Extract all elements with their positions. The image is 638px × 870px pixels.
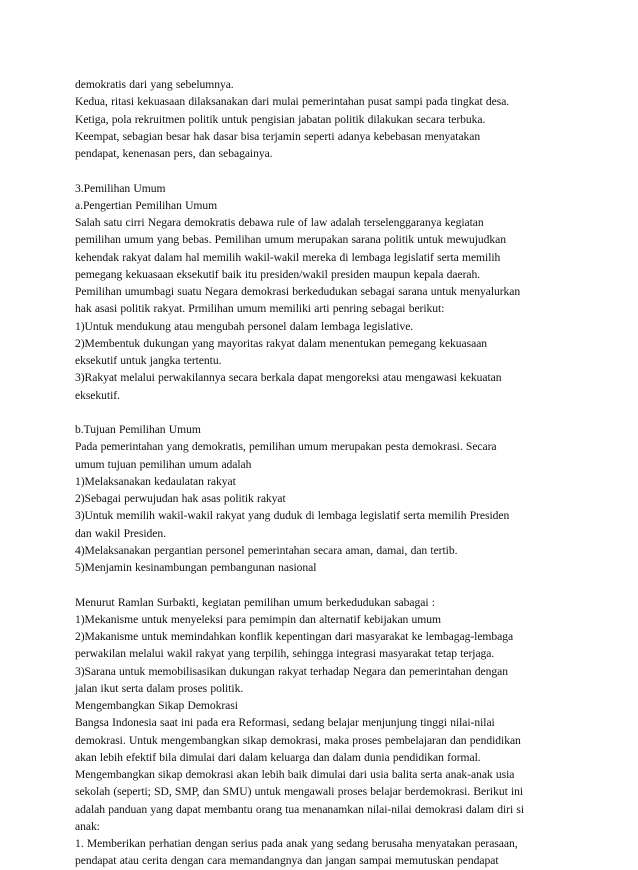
text-line: Pada pemerintahan yang demokratis, pemilihan umum merupakan pesta demokrasi. Secara [75,440,497,454]
text-line: Keempat, sebagian besar hak dasar bisa terjamin seperti adanya kebebasan menyatakan [75,129,481,143]
text-line: akan lebih efektif bila dimulai dari dalam keluarga dan dalam dunia pendidikan formal. [75,750,481,764]
paragraph-spacer [75,576,595,593]
paragraph-spacer [75,404,595,421]
text-line: perwakilan melalui wakil rakyat yang terpilih, sehingga integrasi masyarakat tetap terjaga. [75,647,495,661]
text-line: sekolah (seperti; SD, SMP, dan SMU) untuk mengawali proses belajar berdemokrasi. Berikut ini [75,785,524,799]
text-line: pendapat, kenenasan pers, dan sebagainya. [75,147,273,160]
text-line: 2)Makanisme untuk memindahkan konflik kepentingan dari masyarakat ke lembagag-lembaga [75,630,514,643]
text-line: a.Pengertian Pemilihan Umum [75,198,218,212]
paragraph-spacer [75,162,595,179]
text-line: 2)Sebagai perwujudan hak asas politik rakyat [75,492,286,505]
text-line: umum tujuan pemilihan umum adalah [75,457,252,471]
text-line: Mengembangkan Sikap Demokrasi [75,699,238,712]
text-line: b.Tujuan Pemilihan Umum [75,423,201,436]
text-line: jalan ikut serta dalam proses politik. [75,681,244,695]
text-line: 4)Melaksanakan pergantian personel pemerintahan secara aman, damai, dan tertib. [75,543,458,557]
text-line: kehendak rakyat dalam hal memilih wakil-wakil mereka di lembaga legislatif serta memilih [75,250,501,264]
document-body-text [75,76,595,870]
text-line: Kedua, ritasi kekuasaan dilaksanakan dari mulai pemerintahan pusat sampi pada tingkat desa. [75,95,510,109]
text-line: adalah panduan yang dapat membantu orang tua menanamkan nilai-nilai demokrasi dalam diri si [75,802,525,816]
text-line: Mengembangkan sikap demokrasi akan lebih baik dimulai dari usia balita serta anak-anak usia [75,768,515,781]
text-line: pendapat atau cerita dengan cara memandangnya dan jangan sampai memutuskan pendapat [75,854,499,868]
text-line: Menurut Ramlan Surbakti, kegiatan pemilihan umum berkedudukan sabagai : [75,595,435,609]
text-line: pemilihan umum yang bebas. Pemilihan umum merupakan sarana politik untuk mewujudkan [75,233,506,247]
text-line: 5)Menjamin kesinambungan pembangunan nasional [75,561,317,574]
text-line: 3.Pemilihan Umum [75,181,166,195]
text-line: eksekutif untuk jangka tertentu. [75,354,222,367]
text-line: anak: [75,819,100,833]
text-line: 3)Sarana untuk memobilisasikan dukungan rakyat terhadap Negara dan pemerintahan dengan [75,664,508,678]
text-line: demokratis dari yang sebelumnya. [75,78,234,91]
text-line: 1)Mekanisme untuk menyeleksi para pemimpin dan alternatif kebijakan umum [75,612,441,626]
text-line: 1. Memberikan perhatian dengan serius pada anak yang sedang berusaha menyatakan perasaan, [75,837,518,850]
text-line: Salah satu cirri Negara demokratis debawa rule of law adalah terselenggaranya kegiatan [75,216,484,229]
text-line: dan wakil Presiden. [75,526,166,540]
text-line: Ketiga, pola rekruitmen politik untuk pengisian jabatan politik dilakukan secara terbuka. [75,112,486,126]
text-line: 1)Melaksanakan kedaulatan rakyat [75,474,236,488]
text-line: 1)Untuk mendukung atau mengubah personel dalam lembaga legislative. [75,319,414,333]
text-line: 3)Rakyat melalui perwakilannya secara berkala dapat mengoreksi atau mengawasi kekuatan [75,371,502,385]
text-line: hak asasi politik rakyat. Prmilihan umum memiliki arti penring sebagai berikut: [75,302,445,316]
text-line: eksekutif. [75,388,120,402]
text-line: demokrasi. Untuk mengembangkan sikap demokrasi, maka proses pembelajaran dan pendidikan [75,733,521,747]
text-line: Bangsa Indonesia saat ini pada era Reformasi, sedang belajar menjunjung tinggi nilai-nilai [75,716,495,730]
text-line: 2)Membentuk dukungan yang mayoritas rakyat dalam menentukan pemegang kekuasaan [75,336,488,350]
text-line: Pemilihan umumbagi suatu Negara demokrasi berkedudukan sebagai sarana untuk menyalurkan [75,285,521,298]
text-line: 3)Untuk memilih wakil-wakil rakyat yang duduk di lembaga legislatif serta memilih Presiden [75,509,510,523]
text-line: pemegang kekuasaan eksekutif baik itu presiden/wakil presiden maupun kepala daerah. [75,267,481,281]
